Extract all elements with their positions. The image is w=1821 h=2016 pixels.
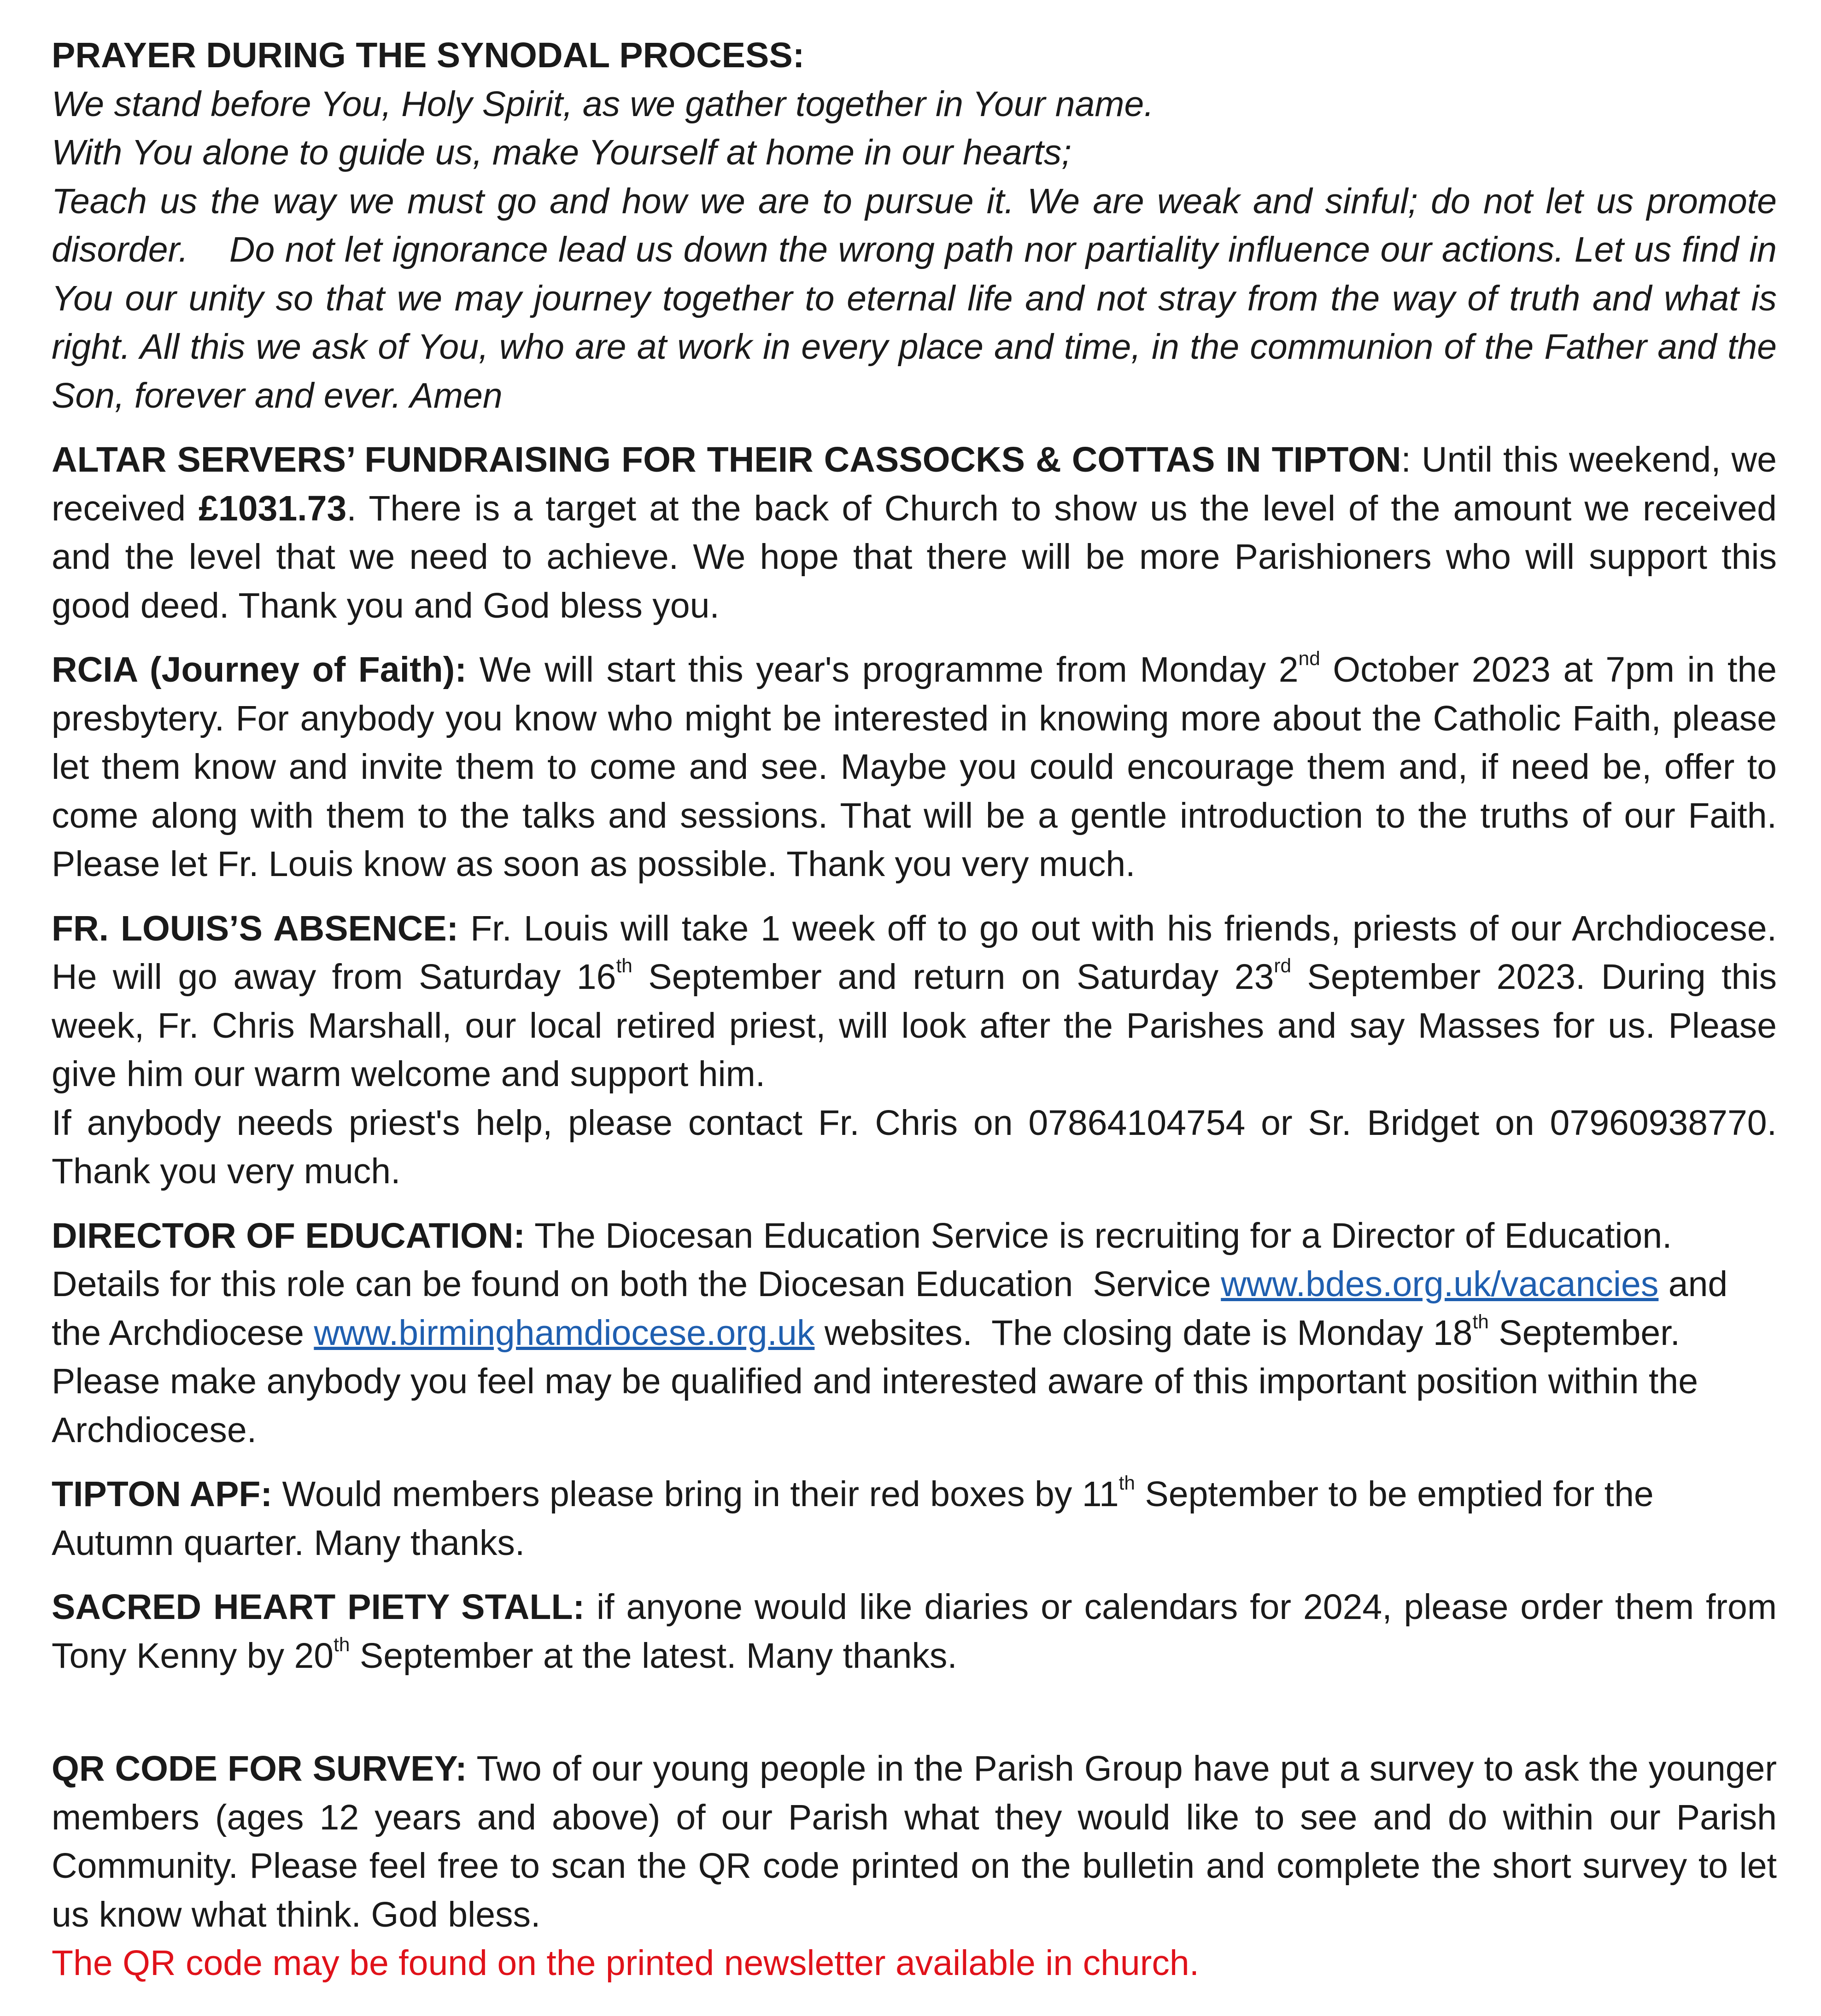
absence-ordinal-2: rd (1274, 955, 1292, 977)
rcia-heading: RCIA (Journey of Faith): (52, 650, 467, 690)
bdes-vacancies-link[interactable]: www.bdes.org.uk/vacancies (1221, 1264, 1659, 1304)
altar-servers-text-2: . There is a target at the back of Church to show us the level of the amount we received and the level that we need to achieve. We hope that there will be more Parishioners who will support this good deed. Thank you and God bless you. (52, 488, 1777, 625)
altar-servers-text-1: : Until this weekend, we received (52, 440, 1777, 528)
piety-stall-ordinal: th (334, 1633, 350, 1655)
education-text-2: and the Archdiocese (52, 1264, 1738, 1353)
piety-stall-notice (52, 1583, 1777, 1680)
piety-stall-text-2: September at the latest. Many thanks. (350, 1636, 957, 1676)
qr-survey-text: Two of our young people in the Parish Group have put a survey to ask the younger members (ages 12 years and above) of our Parish what they would like to see and do within our Parish Community. Please feel free to scan the QR code printed on the bulletin and complete the short survey to let us know what think. God bless. (52, 1749, 1777, 1934)
altar-servers-notice (52, 436, 1777, 630)
absence-text-2: September and return on Saturday 23 (632, 957, 1274, 997)
absence-notice (52, 905, 1777, 1196)
apf-notice (52, 1470, 1777, 1567)
apf-text-1: Would members please bring in their red boxes by 11 (272, 1474, 1119, 1514)
apf-ordinal: th (1118, 1472, 1135, 1494)
piety-stall-heading: SACRED HEART PIETY STALL: (52, 1587, 585, 1627)
rcia-text-1: We will start this year's programme from Monday 2 (466, 650, 1299, 690)
apf-text-2: September to be emptied for the Autumn quarter. Many thanks. (52, 1474, 1654, 1563)
education-text-1: The Diocesan Education Service is recruiting for a Director of Education. Details for this role can be found on both the Diocesan Education Service (52, 1215, 1682, 1304)
qr-code-availability-note: The QR code may be found on the printed newsletter available in church. (52, 1943, 1200, 1983)
prayer-line-2: With You alone to guide us, make Yourself at home in our hearts; (52, 133, 1072, 172)
qr-survey-notice (52, 1745, 1777, 1988)
absence-heading: FR. LOUIS’S ABSENCE: (52, 908, 459, 948)
piety-stall-text-1: if anyone would like diaries or calendars for 2024, please order them from Tony Kenny by 20 (52, 1587, 1777, 1676)
rcia-ordinal: nd (1298, 648, 1320, 670)
absence-ordinal-1: th (616, 955, 632, 977)
education-heading: DIRECTOR OF EDUCATION: (52, 1215, 526, 1256)
prayer-section (52, 31, 1787, 420)
prayer-line-1: We stand before You, Holy Spirit, as we gather together in Your name. (52, 84, 1154, 124)
education-text-4: September. Please make anybody you feel may be qualified and interested aware of this important position within the Archdiocese. (52, 1313, 1706, 1450)
absence-text-3: September 2023. During this week, Fr. Chris Marshall, our local retired priest, will look after the Parishes and say Masses for us. Please give him our warm welcome and support him. (52, 957, 1777, 1094)
education-text-3: websites. The closing date is Monday 18 (814, 1313, 1473, 1353)
apf-heading: TIPTON APF: (52, 1474, 273, 1514)
birmingham-diocese-link[interactable]: www.birminghamdiocese.org.uk (314, 1313, 815, 1353)
absence-contact: If anybody needs priest's help, please contact Fr. Chris on 07864104754 or Sr. Bridget on 07960938770. Thank you very much. (52, 1103, 1777, 1191)
rcia-text-2: October 2023 at 7pm in the presbytery. For anybody you know who might be interested in knowing more about the Catholic Faith, please let them know and invite them to come and see. Maybe you could encourage them and, if need be, offer to come along with them to the talks and sessions. That will be a gentle introduction to the truths of our Faith. Please let Fr. Louis know as soon as possible. Thank you very much. (52, 650, 1777, 884)
prayer-body: Teach us the way we must go and how we are to pursue it. We are weak and sinful; do not let us promote disorder. Do not let ignorance lead us down the wrong path nor partiality influence our actions. Let us find in You our unity so that we may journey together to eternal life and not stray from the way of truth and what is right. All this we ask of You, who are at work in every place and time, in the communion of the Father and the Son, forever and ever. Amen (52, 181, 1787, 415)
prayer-heading: PRAYER DURING THE SYNODAL PROCESS: (52, 35, 805, 75)
education-ordinal: th (1472, 1310, 1489, 1332)
education-notice (52, 1212, 1777, 1455)
altar-servers-amount: £1031.73 (199, 488, 347, 528)
rcia-notice (52, 646, 1777, 889)
absence-text-1: Fr. Louis will take 1 week off to go out with his friends, priests of our Archdiocese. He will go away from Saturday 16 (52, 908, 1777, 997)
altar-servers-heading: ALTAR SERVERS’ FUNDRAISING FOR THEIR CASSOCKS & COTTAS IN TIPTON (52, 440, 1401, 479)
qr-survey-heading: QR CODE FOR SURVEY: (52, 1749, 467, 1788)
